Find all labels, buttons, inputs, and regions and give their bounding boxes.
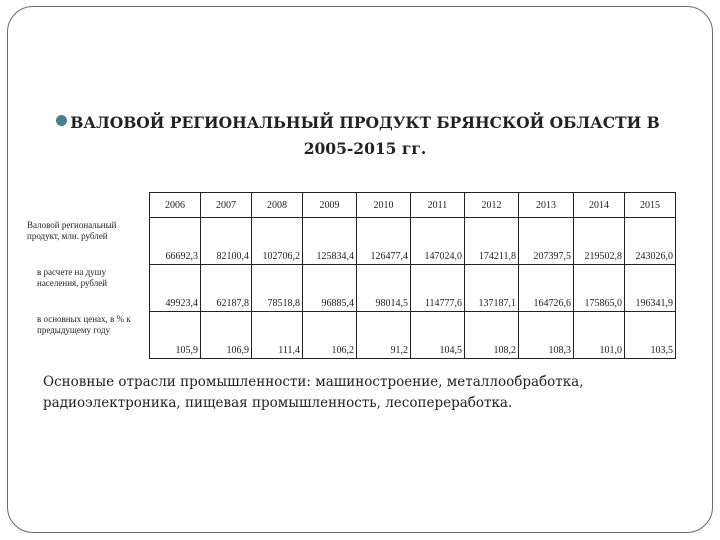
- table-cell: 108,2: [465, 312, 519, 359]
- table-cell: 126477,4: [357, 218, 411, 265]
- table-cell: 164726,6: [519, 265, 574, 312]
- table-cell: 101,0: [574, 312, 625, 359]
- table-cell: 147024,0: [411, 218, 465, 265]
- grp-table: [27, 192, 676, 359]
- table-cell: 78518,8: [252, 265, 303, 312]
- title-line-2: 2005-2015 гг.: [303, 139, 427, 158]
- table-cell: 66692,3: [150, 218, 201, 265]
- table-cell: 174211,8: [465, 218, 519, 265]
- table-cell: 91,2: [357, 312, 411, 359]
- table-cell: 207397,5: [519, 218, 574, 265]
- table-cell: 96885,4: [303, 265, 357, 312]
- table-cell: 114777,6: [411, 265, 465, 312]
- row-label: Валовой региональный продукт, млн. рублей: [27, 219, 117, 241]
- table-cell: 175865,0: [574, 265, 625, 312]
- table-cell: 137187,1: [465, 265, 519, 312]
- year-header: 2014: [574, 193, 625, 218]
- table-row: [27, 265, 676, 312]
- table-cell: 49923,4: [150, 265, 201, 312]
- table-cell: 196341,9: [625, 265, 676, 312]
- year-header: 2011: [411, 193, 465, 218]
- table-cell: 62187,8: [201, 265, 252, 312]
- table-row: [27, 312, 676, 359]
- table-cell: 219502,8: [574, 218, 625, 265]
- year-header: 2007: [201, 193, 252, 218]
- table-cell: 105,9: [150, 312, 201, 359]
- year-header: 2013: [519, 193, 574, 218]
- row-label: в расчете на душу населения, рублей: [37, 266, 108, 288]
- year-header: 2006: [150, 193, 201, 218]
- page-title: [50, 110, 680, 162]
- year-header: 2015: [625, 193, 676, 218]
- table-cell: 103,5: [625, 312, 676, 359]
- year-header: 2008: [252, 193, 303, 218]
- industries-text: Основные отрасли промышленности: машиностроение, металлообработка, радиоэлектроника, пищевая промышленность, лесопереработка.: [43, 374, 584, 411]
- table-header-row: [27, 193, 676, 218]
- table-cell: 106,9: [201, 312, 252, 359]
- year-header: 2010: [357, 193, 411, 218]
- table-cell: 108,3: [519, 312, 574, 359]
- year-header: 2012: [465, 193, 519, 218]
- row-label: в основных ценах, в % к предыдущему году: [37, 313, 131, 335]
- table-corner: [27, 193, 150, 218]
- table-cell: 111,4: [252, 312, 303, 359]
- year-header: 2009: [303, 193, 357, 218]
- table-cell: 125834,4: [303, 218, 357, 265]
- table-cell: 106,2: [303, 312, 357, 359]
- table-cell: 104,5: [411, 312, 465, 359]
- title-line-1: ВАЛОВОЙ РЕГИОНАЛЬНЫЙ ПРОДУКТ БРЯНСКОЙ ОБЛАСТИ В: [70, 113, 660, 132]
- table-row: [27, 218, 676, 265]
- table-cell: 243026,0: [625, 218, 676, 265]
- table-cell: 98014,5: [357, 265, 411, 312]
- table-cell: 102706,2: [252, 218, 303, 265]
- table-cell: 82100,4: [201, 218, 252, 265]
